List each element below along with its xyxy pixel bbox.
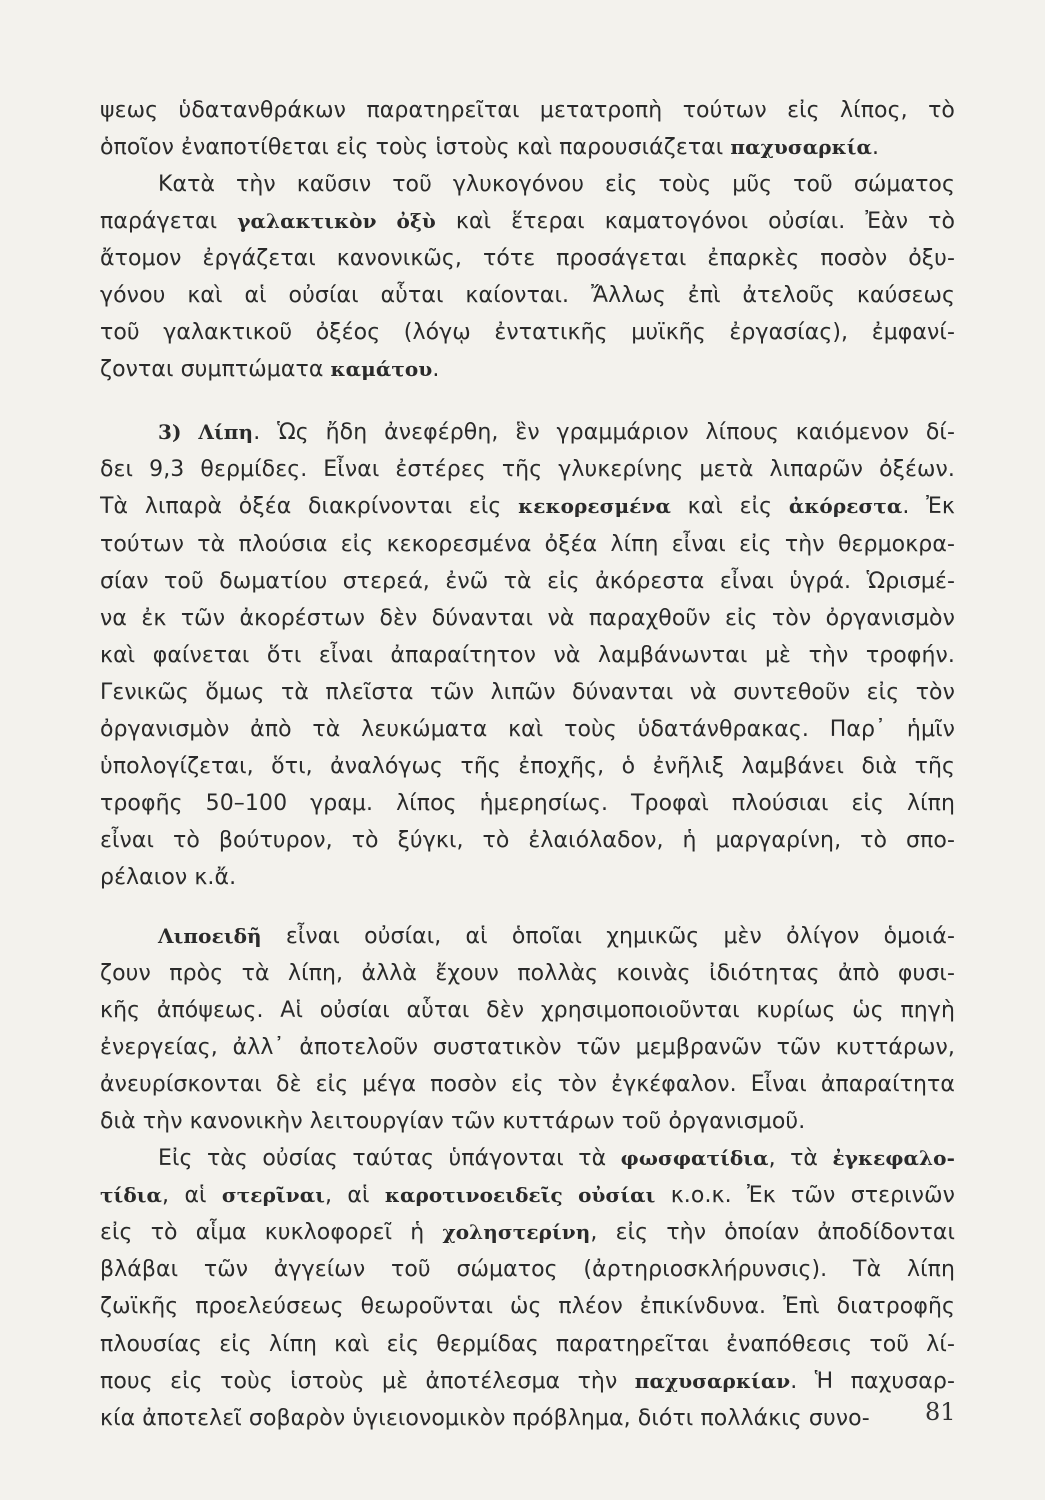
bold-term: τίδια [100, 1183, 163, 1208]
bold-term: φωσφατίδια [620, 1146, 769, 1171]
text-line [100, 166, 955, 203]
bold-term: στερῖναι [221, 1183, 325, 1208]
text-run: ζονται συμπτώματα [100, 357, 331, 383]
bold-term: παχυσαρκία [730, 135, 872, 160]
bold-term: 3) Λίπη [158, 420, 254, 445]
text-line [100, 992, 955, 1029]
text-run: . Ἡ παχυσαρ- [790, 1368, 955, 1394]
text-run: , τὰ [768, 1146, 833, 1172]
text-run: καὶ εἰς [671, 494, 789, 520]
text-run: κία ἀποτελεῖ σοβαρὸν ὑγιειονομικὸν πρόβλημα, διότι πολλάκις συνο- [100, 1405, 870, 1431]
text-run: Τὰ λιπαρὰ ὀξέα διακρίνονται εἰς [100, 494, 519, 520]
text-line [100, 955, 955, 992]
text-run: Εἰς τὰς οὐσίας ταύτας ὑπάγονται τὰ [158, 1146, 621, 1172]
text-line [100, 526, 955, 563]
text-run: ἐνεργείας, ἀλλ᾿ ἀποτελοῦν συστατικὸν τῶν μεμβρανῶν τῶν κυττάρων, [100, 1035, 955, 1061]
bold-term: γαλακτικὸν ὀξὺ [237, 209, 436, 234]
text-line [100, 488, 955, 525]
text-line [100, 711, 955, 748]
text-run: τούτων τὰ πλούσια εἰς κεκορεσμένα ὀξέα λίπη εἶναι εἰς τὴν θερμοκρα- [100, 531, 955, 557]
text-line [100, 314, 955, 351]
text-line [100, 351, 955, 388]
bold-term: ἐγκεφαλο- [832, 1146, 955, 1171]
bold-term: καμάτου [330, 357, 433, 382]
bold-term: παχυσαρκίαν [634, 1368, 791, 1393]
text-line [100, 1326, 955, 1363]
text-line [100, 277, 955, 314]
text-run: κῆς ἀπόψεως. Αἱ οὐσίαι αὗται δὲν χρησιμοποιοῦνται κυρίως ὡς πηγὴ [100, 998, 955, 1024]
text-line [100, 92, 955, 129]
text-run: παράγεται [100, 209, 238, 235]
text-line [100, 637, 955, 674]
text-line [100, 1066, 955, 1103]
text-run: . Ὡς ἤδη ἀνεφέρθη, ἓν γραμμάριον λίπους καιόμενον δί- [253, 420, 955, 446]
text-line [100, 785, 955, 822]
bold-term: χοληστερίνη [442, 1220, 591, 1245]
bold-term: Λιποειδῆ [158, 923, 262, 948]
text-run: . Ἐκ [902, 494, 955, 520]
text-run: Κατὰ τὴν καῦσιν τοῦ γλυκογόνου εἰς τοὺς μῦς τοῦ σώματος [158, 172, 955, 198]
text-run: γόνου καὶ αἱ οὐσίαι αὗται καίονται. Ἄλλως ἐπὶ ἀτελοῦς καύσεως [100, 283, 955, 309]
text-run: ζωϊκῆς προελεύσεως θεωροῦνται ὡς πλέον ἐπικίνδυνα. Ἐπὶ διατροφῆς [100, 1294, 955, 1320]
text-line [100, 748, 955, 785]
bold-term: καροτινοειδεῖς οὐσίαι [384, 1183, 656, 1208]
paragraph-gap [100, 388, 955, 414]
text-run: κ.ο.κ. Ἐκ τῶν στερινῶν [655, 1183, 955, 1209]
text-run: ζουν πρὸς τὰ λίπη, ἀλλὰ ἔχουν πολλὰς κοινὰς ἰδιότητας ἀπὸ φυσι- [100, 961, 955, 987]
text-line [100, 918, 955, 955]
text-line [100, 674, 955, 711]
text-run: να ἐκ τῶν ἀκορέστων δὲν δύνανται νὰ παραχθοῦν εἰς τὸν ὀργανισμὸν [100, 605, 955, 631]
bold-term: ἀκόρεστα [788, 494, 903, 519]
text-run: ἄτομον ἐργάζεται κανονικῶς, τότε προσάγεται ἐπαρκὲς ποσὸν ὀξυ- [100, 246, 955, 272]
text-run: Γενικῶς ὅμως τὰ πλεῖστα τῶν λιπῶν δύνανται νὰ συντεθοῦν εἰς τὸν [100, 679, 955, 705]
text-run: καὶ ἕτεραι καματογόνοι οὐσίαι. Ἐὰν τὸ [435, 209, 955, 235]
text-run: πους εἰς τοὺς ἱστοὺς μὲ ἀποτέλεσμα τὴν [100, 1368, 635, 1394]
text-run: , αἱ [162, 1183, 222, 1209]
bold-term: κεκορεσμένα [518, 494, 671, 519]
text-line [100, 203, 955, 240]
text-run: εἶναι οὐσίαι, αἱ ὁποῖαι χημικῶς μὲν ὀλίγον ὁμοιά- [261, 923, 955, 949]
text-line [100, 1288, 955, 1325]
text-run: πλουσίας εἰς λίπη καὶ εἰς θερμίδας παρατηρεῖται ἐναπόθεσις τοῦ λί- [100, 1331, 955, 1357]
text-line [100, 1177, 955, 1214]
text-run: σίαν τοῦ δωματίου στερεά, ἐνῶ τὰ εἰς ἀκόρεστα εἶναι ὑγρά. Ὡρισμέ- [100, 568, 955, 594]
text-line [100, 129, 955, 166]
text-line [100, 600, 955, 637]
text-line [100, 1214, 955, 1251]
paragraph-gap [100, 896, 955, 918]
text-line [100, 451, 955, 488]
text-line [100, 1363, 955, 1400]
text-run: βλάβαι τῶν ἀγγείων τοῦ σώματος (ἀρτηριοσκλήρυνσις). Τὰ λίπη [100, 1257, 955, 1283]
body-text [100, 92, 955, 1437]
text-run: εἰς τὸ αἷμα κυκλοφορεῖ ἡ [100, 1220, 443, 1246]
text-line [100, 240, 955, 277]
text-line [100, 822, 955, 859]
text-run: , αἱ [325, 1183, 385, 1209]
text-run: . [871, 135, 880, 161]
text-line [100, 1103, 955, 1140]
text-line [100, 859, 955, 896]
text-run: ψεως ὑδατανθράκων παρατηρεῖται μετατροπὴ τούτων εἰς λίπος, τὸ [100, 98, 955, 123]
text-run: . [432, 357, 440, 383]
text-line [100, 1029, 955, 1066]
text-run: τροφῆς 50–100 γραμ. λίπος ἡμερησίως. Τροφαὶ πλούσιαι εἰς λίπη [100, 790, 955, 816]
text-run: ἀνευρίσκονται δὲ εἰς μέγα ποσὸν εἰς τὸν ἐγκέφαλον. Εἶναι ἀπαραίτητα [100, 1072, 955, 1098]
text-run: εἶναι τὸ βούτυρον, τὸ ξύγκι, τὸ ἐλαιόλαδον, ἡ μαργαρίνη, τὸ σπο- [100, 827, 955, 853]
text-line [100, 1400, 955, 1437]
text-run: δει 9,3 θερμίδες. Εἶναι ἐστέρες τῆς γλυκερίνης μετὰ λιπαρῶν ὀξέων. [100, 457, 955, 483]
text-run: ὑπολογίζεται, ὅτι, ἀναλόγως τῆς ἐποχῆς, ὁ ἐνῆλιξ λαμβάνει διὰ τῆς [100, 753, 955, 779]
text-run: ὁποῖον ἐναποτίθεται εἰς τοὺς ἱστοὺς καὶ παρουσιάζεται [100, 135, 731, 161]
text-run: ὀργανισμὸν ἀπὸ τὰ λευκώματα καὶ τοὺς ὑδατάνθρακας. Παρ᾿ ἡμῖν [100, 716, 955, 742]
page-number: 81 [925, 1398, 956, 1426]
text-run: διὰ τὴν κανονικὴν λειτουργίαν τῶν κυττάρων τοῦ ὀργανισμοῦ. [100, 1109, 806, 1135]
text-line [100, 414, 955, 451]
text-run: καὶ φαίνεται ὅτι εἶναι ἀπαραίτητον νὰ λαμβάνωνται μὲ τὴν τροφήν. [100, 642, 955, 668]
text-run: , εἰς τὴν ὁποίαν ἀποδίδονται [590, 1220, 955, 1246]
text-line [100, 1140, 955, 1177]
text-line [100, 563, 955, 600]
text-line [100, 1251, 955, 1288]
text-run: τοῦ γαλακτικοῦ ὀξέος (λόγῳ ἐντατικῆς μυϊκῆς ἐργασίας), ἐμφανί- [100, 320, 955, 346]
text-run: ρέλαιον κ.ἄ. [100, 864, 237, 890]
